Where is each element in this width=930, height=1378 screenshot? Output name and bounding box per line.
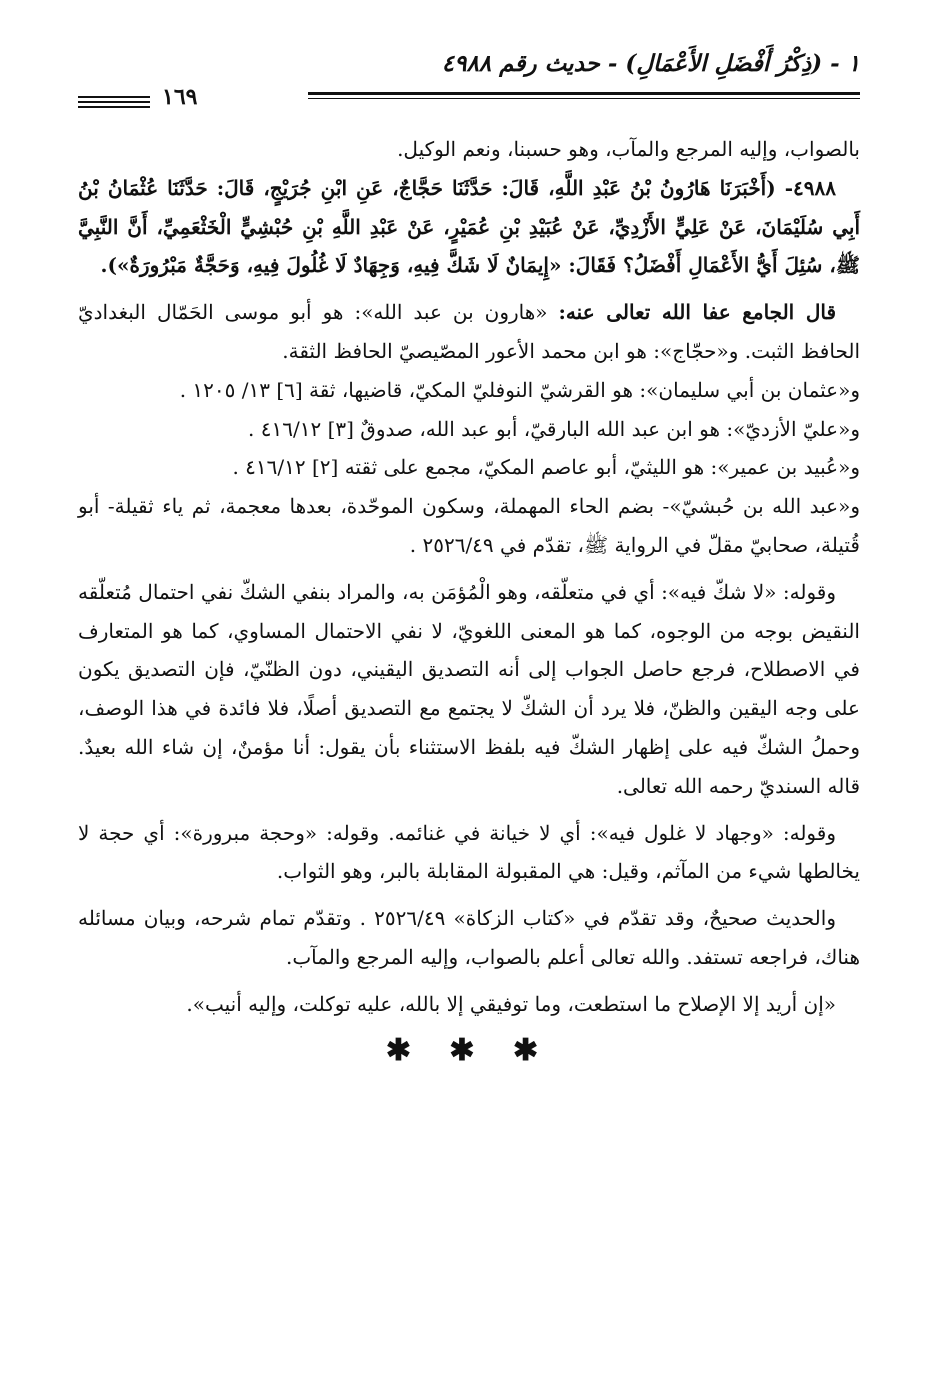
commentary-intro xyxy=(78,293,860,371)
section-separator: ✱ ✱ ✱ xyxy=(385,1032,553,1068)
commentary-lead: قال الجامع عفا الله تعالى عنه: xyxy=(558,300,837,325)
running-head: ١ - (ذِكْرُ أَفْضَلِ الأَعْمَالِ) - حديث رقم ٤٩٨٨ xyxy=(441,50,860,77)
commentary-rest: «هارون بن عبد الله»: هو أبو موسى الحَمّال البغداديّ الحافظ الثبت. و«حجّاج»: هو ابن محمد الأعور المصّيصيّ الحافظ الثقة. xyxy=(78,300,860,363)
hadith-text: ٤٩٨٨- (أَخْبَرَنَا هَارُونُ بْنُ عَبْدِ اللَّهِ، قَالَ: حَدَّثَنَا حَجَّاجٌ، عَنِ ابْنِ جُرَيْجٍ، قَالَ: حَدَّثَنَا عُثْمَانُ بْنُ أَبِي سُلَيْمَانَ، عَنْ عَلِيٍّ الأَزْدِيِّ، عَنْ عُبَيْدِ بْنِ عُمَيْرٍ، عَنْ عَبْدِ اللَّهِ بْنِ حُبْشِيٍّ الْخَثْعَمِيِّ، أَنَّ النَّبِيَّ ﷺ، سُئِلَ أَيُّ الأَعْمَالِ أَفْضَلُ؟ فَقَالَ: «إِيمَانٌ لَا شَكَّ فِيهِ، وَجِهَادٌ لَا غُلُولَ فِيهِ، وَحَجَّةٌ مَبْرُورَةٌ»). xyxy=(78,175,860,278)
conclusion-paragraph: والحديث صحيحٌ، وقد تقدّم في «كتاب الزكاة» ٢٥٢٦/٤٩ . وتقدّم تمام شرحه، وبيان مسائله هناك، فراجعه تستفد. والله تعالى أعلم بالصواب، وإليه المرجع والمآب. xyxy=(78,906,860,969)
folio-area xyxy=(78,84,238,120)
narrator-note: و«عُبيد بن عمير»: هو الليثيّ، أبو عاصم المكيّ، مجمع على ثقته [٢] ٤١٦/١٢ . xyxy=(232,455,860,480)
spacer xyxy=(78,806,860,814)
page-number: ١٦٩ xyxy=(162,84,198,110)
continuation-paragraph: بالصواب، وإليه المرجع والمآب، وهو حسبنا، ونعم الوكيل. xyxy=(397,137,860,161)
narrator-note: و«عثمان بن أبي سليمان»: هو القرشيّ النوفليّ المكيّ، قاضيها، ثقة [٦] ١٣/ ١٢٠٥ . xyxy=(179,377,860,402)
spacer xyxy=(78,565,860,573)
header-rule-thin xyxy=(308,98,860,99)
header-rule-thick xyxy=(308,92,860,95)
narrator-note: و«عبد الله بن حُبشيّ»- بضم الحاء المهملة، وسكون الموحّدة، بعدها معجمة، ثم ياء ثقيلة- أبو قُتيلة، صحابيّ مقلّ في الرواية ﷺ، تقدّم في ٢٥٢٦/٤٩ . xyxy=(78,494,860,557)
narrator-note: و«عليّ الأزديّ»: هو ابن عبد الله البارقيّ، أبو عبد الله، صدوقٌ [٣] ٤١٦/١٢ . xyxy=(248,416,860,441)
spacer xyxy=(78,891,860,899)
closing-quote: «إن أريد إلا الإصلاح ما استطعت، وما توفيقي إلا بالله، عليه توكلت، وإليه أنيب». xyxy=(186,991,836,1016)
page-header xyxy=(78,50,860,84)
spacer xyxy=(78,285,860,293)
page-body xyxy=(78,130,860,1070)
spacer xyxy=(78,977,860,985)
explanation-paragraph: وقوله: «لا شكّ فيه»: أي في متعلّقه، وهو الْمُؤمَن به، والمراد بنفي الشكّ نفي احتمال مُتعلّقه النقيض بوجه من الوجوه، كما هو المعنى اللغويّ، لا نفي الاحتمال المساوي، كما هو المتعارف في الاصطلاح، فرجع حاصل الجواب إلى أنه التصديق اليقيني، دون الظنّيّ، فإن التصديق يكون على وجه اليقين والظنّ، فلا يرد أن الشكّ لا يجتمع مع التصديق أصلًا، فلا فائدة في هذا الوصف، وحملُ الشكّ فيه على إظهار الشكّ فيه بلفظ الاستثناء بأن يقول: أنا مؤمنٌ، إن شاء الله بعيدٌ. قاله السنديّ رحمه الله تعالى. xyxy=(78,579,860,798)
explanation-paragraph: وقوله: «وجهاد لا غلول فيه»: أي لا خيانة في غنائمه. وقوله: «وحجة مبرورة»: أي حجة لا يخالطها شيء من المآثم، وقيل: هي المقبولة المقابلة بالبر، وهو الثواب. xyxy=(78,820,860,884)
folio-ornament-lines xyxy=(78,96,150,111)
